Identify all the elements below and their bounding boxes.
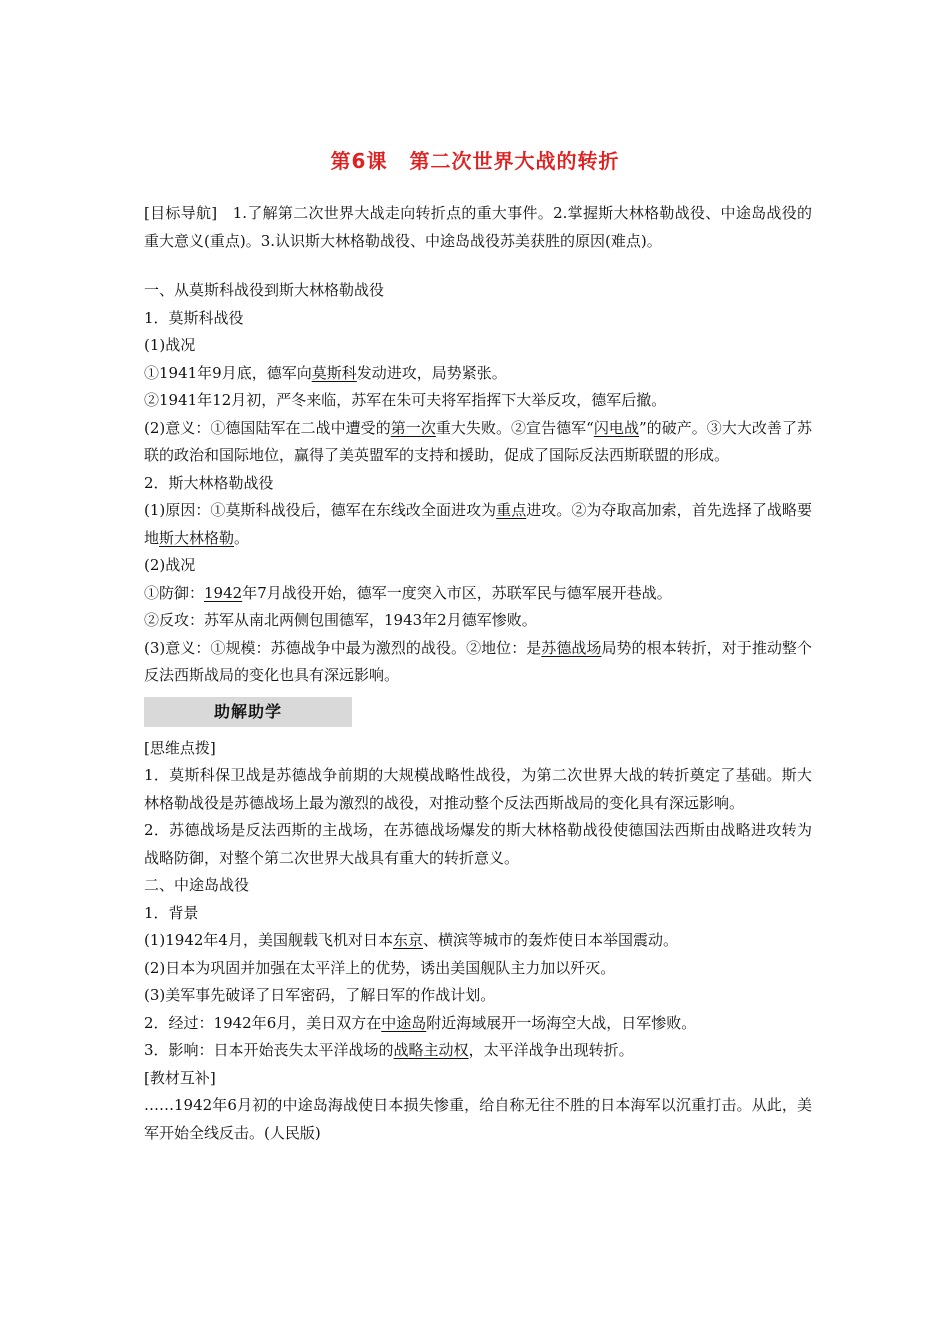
supplement-text: ……1942年6月初的中途岛海战使日本损失惨重，给自称无往不胜的日本海军以沉重打击。从此，美军开始全线反击。(人民版) (144, 1096, 812, 1142)
section2-heading: 二、中途岛战役 (144, 876, 250, 894)
moscow-situation-1 (144, 360, 812, 388)
text-run: ”的破产。③大大改善了苏联的政治和国际地位，赢得了美英盟军的支持和援助，促成了国际反法西斯联盟的形成。 (144, 418, 812, 464)
text-run: 附近海域展开一场海空大战，日军惨败。 (426, 1013, 697, 1032)
text-run: 进攻。②为夺取高加索，首先选择了战略要地 (144, 501, 812, 547)
section1-heading: 一、从莫斯科战役到斯大林格勒战役 (144, 281, 385, 299)
text-run: 重大失败。②宣告德军“ (435, 418, 594, 437)
underlined-term: 斯大林格勒 (159, 528, 235, 547)
stalingrad-significance (144, 635, 812, 690)
midway-impact (144, 1037, 812, 1065)
midway-background-3: (3)美军事先破译了日军密码，了解日军的作战计划。 (144, 986, 496, 1004)
moscow-significance (144, 415, 812, 470)
text-run: (3)意义：①规模：苏德战争中最为激烈的战役。②地位：是 (144, 638, 542, 657)
underlined-term: 莫斯科 (311, 363, 357, 382)
lesson-name: 第二次世界大战的转折 (409, 149, 620, 173)
text-run: (1)原因：①莫斯科战役后，德军在东线改全面进攻为 (144, 501, 497, 519)
text-run: ①1941年9月底，德军向 (144, 363, 312, 382)
stalingrad-heading: 2．斯大林格勒战役 (144, 473, 274, 492)
midway-course (144, 1010, 812, 1038)
text-run: 2．经过：1942年6月，美日双方在 (144, 1013, 382, 1032)
stalingrad-cause (144, 497, 812, 552)
underlined-term: 战略主动权 (393, 1041, 469, 1059)
lesson-number: 第6课 (330, 149, 388, 173)
help-banner: 助解助学 (144, 697, 352, 727)
text-run: 、横滨等城市的轰炸使日本举国震动。 (422, 931, 678, 949)
lesson-title (0, 145, 950, 174)
underlined-term: 1942 (204, 583, 243, 602)
text-run: 3．影响：日本开始丧失太平洋战场的 (144, 1041, 394, 1059)
text-run: 局势的根本转折，对于推动整个反法西斯战局的变化也具有深远影响。 (144, 638, 812, 684)
midway-background-2: (2)日本为巩固并加强在太平洋上的优势，诱出美国舰队主力加以歼灭。 (144, 958, 616, 977)
thinking-tag: [思维点拨] (144, 738, 216, 757)
thinking-point-2: 2．苏德战场是反法西斯的主战场，在苏德战场爆发的斯大林格勒战役使德国法西斯由战略进攻转为战略防御，对整个第二次世界大战具有重大的转折意义。 (144, 821, 812, 867)
goal-tag: [目标导航] (144, 204, 218, 222)
stalingrad-defense (144, 580, 812, 608)
text-run: 发动进攻，局势紧张。 (356, 363, 507, 382)
thinking-point-1: 1．莫斯科保卫战是苏德战争前期的大规模战略性战役，为第二次世界大战的转折奠定了基础。斯大林格勒战役是苏德战场上最为激烈的战役，对推动整个反法西斯战局的变化具有深远影响。 (144, 766, 812, 812)
text-run: ①防御： (144, 583, 205, 602)
underlined-term: 苏德战场 (541, 638, 602, 657)
stalingrad-situation-heading: (2)战况 (144, 556, 196, 574)
midway-background-1 (144, 927, 812, 955)
underlined-term: 闪电战 (593, 418, 639, 437)
stalingrad-offense: ②反攻：苏军从南北两侧包围德军，1943年2月德军惨败。 (144, 611, 537, 629)
moscow-heading: 1．莫斯科战役 (144, 308, 244, 327)
supplement-tag: [教材互补] (144, 1068, 216, 1087)
spacer (144, 255, 812, 277)
text-run: (2)意义：①德国陆军在二战中遭受的 (144, 418, 391, 437)
moscow-situation-2: ②1941年12月初，严冬来临，苏军在朱可夫将军指挥下大举反攻，德军后撤。 (144, 391, 667, 409)
underlined-term: 中途岛 (381, 1013, 427, 1032)
midway-background-heading: 1．背景 (144, 903, 199, 922)
text-run: 年7月战役开始，德军一度突入市区，苏联军民与德军展开巷战。 (242, 583, 672, 602)
moscow-situation-heading: (1)战况 (144, 336, 196, 354)
document-body (144, 200, 812, 1147)
underlined-term: 第一次 (390, 418, 436, 437)
underlined-term: 重点 (496, 501, 527, 519)
underlined-term: 东京 (392, 931, 423, 949)
text-run: (1)1942年4月，美国舰载飞机对日本 (144, 931, 393, 949)
text-run: ，太平洋战争出现转折。 (468, 1041, 634, 1059)
goal-paragraph (144, 200, 812, 255)
text-run: 。 (234, 528, 250, 547)
goal-text: 1.了解第二次世界大战走向转折点的重大事件。2.掌握斯大林格勒战役、中途岛战役的重大意义(重点)。3.认识斯大林格勒战役、中途岛战役苏美获胜的原因(难点)。 (144, 204, 812, 250)
